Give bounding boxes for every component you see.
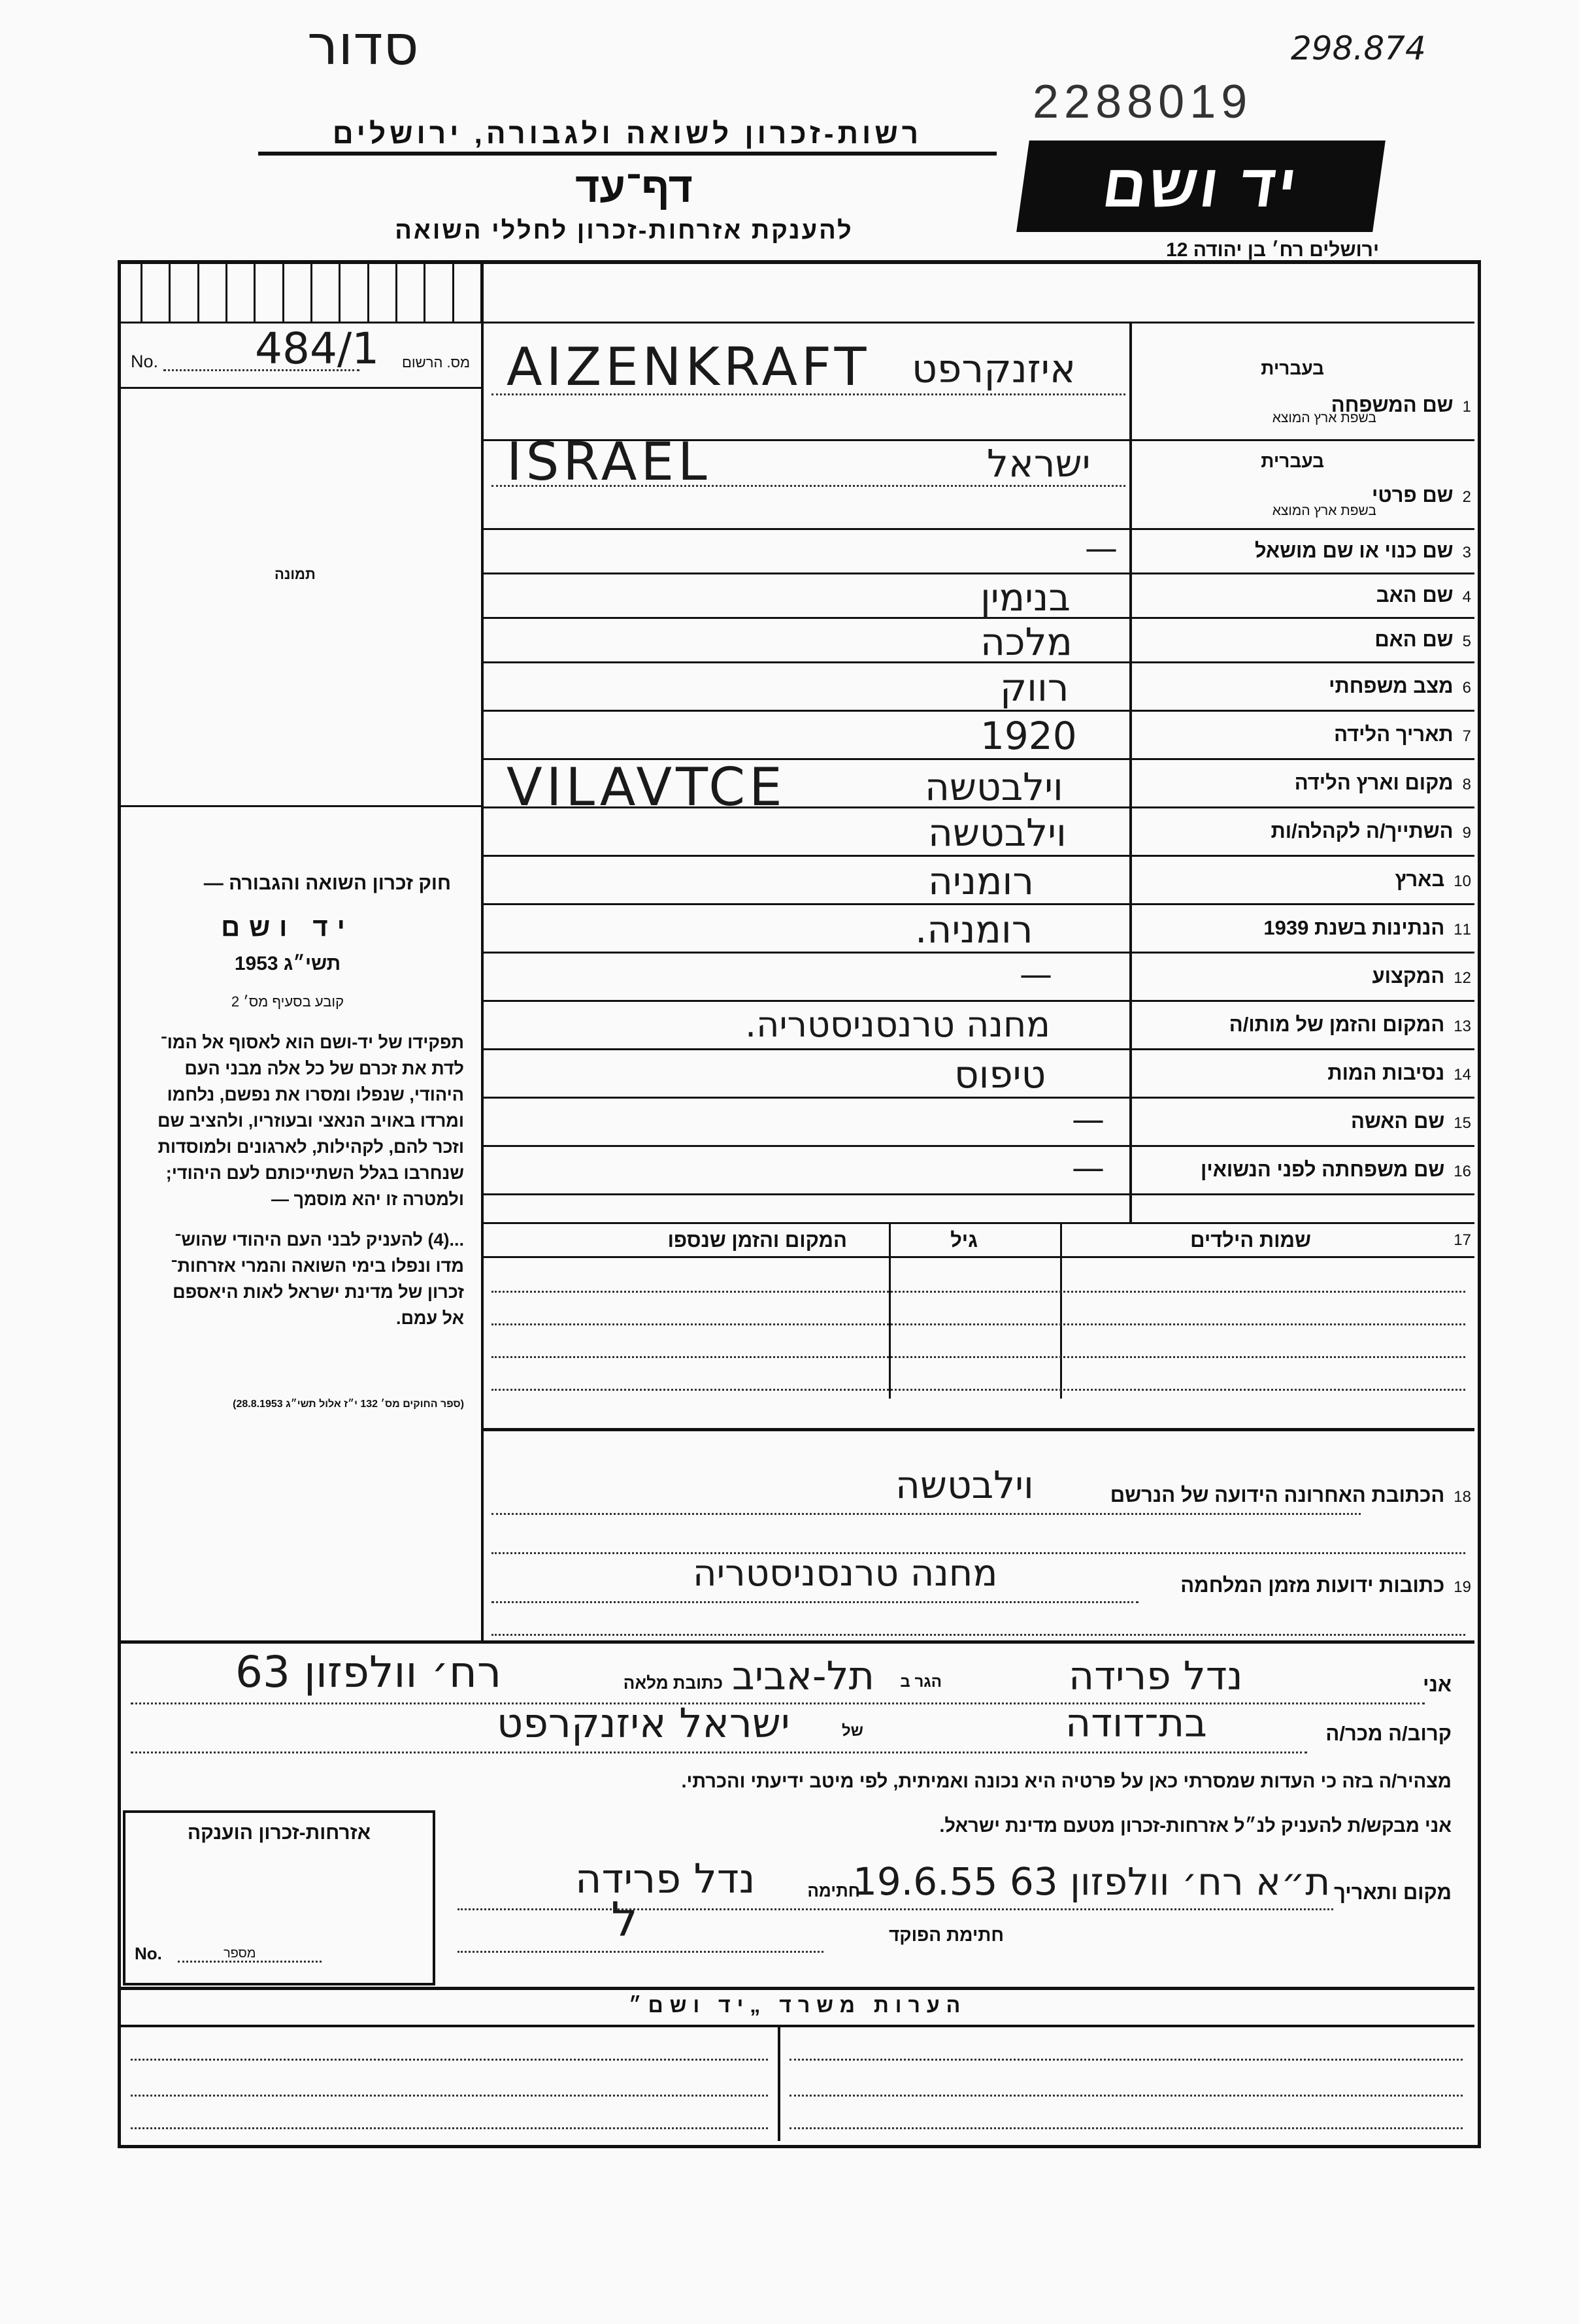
field-7-num: 7 bbox=[1462, 727, 1471, 745]
field-16-text: שם משפחתה לפני הנשואין bbox=[1200, 1158, 1445, 1181]
field-11-text: הנתינות בשנת 1939 bbox=[1263, 916, 1445, 939]
field-4-text: שם האב bbox=[1376, 584, 1454, 606]
field-19-num: 19 bbox=[1454, 1578, 1471, 1596]
field-1-value-latin: AIZENKRAFT bbox=[507, 337, 871, 397]
field-16-label bbox=[1201, 1158, 1471, 1182]
field-5-label bbox=[1374, 628, 1471, 652]
field-6-num: 6 bbox=[1462, 679, 1471, 697]
field-14-value: טיפוס bbox=[954, 1052, 1046, 1097]
award-title: אזרחות-זכרון הוענקה bbox=[187, 1822, 371, 1844]
field-8-value-hebrew: וילבטשה bbox=[925, 765, 1063, 809]
field-6-text: מצב משפחתי bbox=[1329, 674, 1454, 697]
handwritten-top-right: 298.874 bbox=[1291, 29, 1426, 67]
field-3-value: — bbox=[1085, 529, 1118, 567]
field-2-text: שם פרטי bbox=[1371, 484, 1454, 506]
field-8-text: מקום וארץ הלידה bbox=[1294, 771, 1454, 794]
field-18-num: 18 bbox=[1454, 1488, 1471, 1506]
field-5-text: שם האם bbox=[1374, 628, 1454, 651]
decl-statement: מצהיר/ה בזה כי העדות שמסרתי כאן על פרטיה היא נכונה ואמיתית, לפי מיטב ידיעתי והכרתי. bbox=[681, 1771, 1452, 1792]
law-line: ולמטרה זו יהא מוסמך — bbox=[271, 1189, 464, 1209]
org-line: רשות-זכרון לשואה ולגבורה, ירושלים bbox=[258, 118, 997, 156]
field-9-label bbox=[1271, 820, 1471, 843]
law-text bbox=[124, 1029, 464, 1331]
officer-label: חתימת הפוקד bbox=[888, 1925, 1004, 1945]
children-col-divider-1 bbox=[889, 1222, 891, 1399]
field-11-num: 11 bbox=[1454, 921, 1471, 938]
children-header-place: המקום והזמן שנספו bbox=[667, 1229, 847, 1252]
field-5-value: מלכה bbox=[980, 620, 1072, 664]
field-14-num: 14 bbox=[1454, 1066, 1471, 1084]
field-7-label bbox=[1334, 723, 1471, 746]
decl-request: אני מבקש/ת להעניק לנ״ל אזרחות-זכרון מטעם מדינת ישראל. bbox=[939, 1816, 1452, 1836]
handwritten-top-left: סדור bbox=[307, 13, 419, 77]
law-line: וזכר להם, לקהילות, לארגונים ולמוסדות bbox=[158, 1137, 464, 1157]
field-10-text: בארץ bbox=[1395, 868, 1445, 891]
field-19-label bbox=[1180, 1574, 1471, 1597]
field-13-num: 13 bbox=[1454, 1018, 1471, 1035]
decl-of-label: של bbox=[841, 1722, 863, 1740]
field-7-value: 1920 bbox=[980, 714, 1077, 758]
reg-label: מס. הרשום bbox=[402, 354, 471, 371]
field-15-num: 15 bbox=[1454, 1114, 1471, 1132]
stamp-number: 2288019 bbox=[1033, 76, 1253, 128]
officer-signature: ל bbox=[611, 1892, 638, 1947]
field-19-text: כתובות ידועות מזמן המלחמה bbox=[1180, 1574, 1445, 1597]
field-13-label bbox=[1229, 1013, 1471, 1037]
field-10-label bbox=[1395, 868, 1471, 891]
field-16-num: 16 bbox=[1454, 1163, 1471, 1180]
field-14-label bbox=[1327, 1061, 1471, 1085]
remarks-title: הערות משרד „יד ושם״ bbox=[628, 1993, 967, 2017]
decl-city: תל-אביב bbox=[732, 1653, 875, 1699]
law-line: ...(4) להעניק לבני העם היהודי שהוש־ bbox=[175, 1230, 464, 1250]
field-2-value-latin: ISRAEL bbox=[507, 431, 711, 492]
field-1-sub-b: בשפת ארץ המוצא bbox=[1272, 410, 1376, 425]
law-year: תשי״ג 1953 bbox=[234, 953, 341, 974]
law-footnote: (ספר החוקים מס׳ 132 י״ז אלול תשי״ג 28.8.1953) bbox=[233, 1399, 464, 1410]
field-1-text: שם המשפחה bbox=[1331, 393, 1454, 416]
field-18-label bbox=[1110, 1484, 1471, 1507]
remarks-divider bbox=[778, 2026, 780, 2141]
law-line: אל עמם. bbox=[395, 1308, 464, 1328]
children-num: 17 bbox=[1454, 1231, 1471, 1249]
field-8-value-latin: VILAVTCE bbox=[507, 757, 786, 818]
field-8-num: 8 bbox=[1462, 776, 1471, 793]
decl-street: רח׳ וולפזון 63 bbox=[235, 1647, 502, 1697]
header-address: ירושלים רח׳ בן יהודה 12 bbox=[1166, 239, 1379, 261]
photo-label: תמונה bbox=[274, 566, 316, 582]
field-12-label bbox=[1372, 965, 1471, 988]
field-14-text: נסיבות המות bbox=[1327, 1061, 1445, 1084]
field-7-text: תאריך הלידה bbox=[1334, 723, 1454, 746]
field-2-sub-a: בעברית bbox=[1261, 451, 1324, 471]
law-line: לדת את זכרם של כל אלה מבני העם bbox=[184, 1059, 464, 1078]
form-title: דף־עד bbox=[575, 164, 693, 211]
field-1-num: 1 bbox=[1462, 398, 1471, 416]
field-4-num: 4 bbox=[1462, 588, 1471, 606]
field-13-value: מחנה טרנסניסטריה. bbox=[745, 1004, 1050, 1045]
field-16-value: — bbox=[1072, 1149, 1105, 1187]
field-6-label bbox=[1329, 674, 1471, 698]
decl-place-date-label: מקום ותאריך bbox=[1334, 1881, 1452, 1904]
field-12-value: — bbox=[1020, 955, 1052, 993]
field-2-sub-b: בשפת ארץ המוצא bbox=[1272, 503, 1376, 518]
children-header-age: גיל bbox=[950, 1229, 978, 1252]
decl-place-date: ת״א רח׳ וולפזון 63 19.6.55 bbox=[853, 1859, 1331, 1904]
field-18-text: הכתובת האחרונה הידועה של הנרשם bbox=[1110, 1484, 1445, 1506]
field-3-text: שם כנוי או שם מושאל bbox=[1254, 539, 1454, 562]
award-box bbox=[123, 1810, 435, 1985]
law-line: תפקידו של יד-ושם הוא לאסוף אל המו־ bbox=[160, 1033, 464, 1052]
field-15-value: — bbox=[1072, 1101, 1105, 1138]
field-12-num: 12 bbox=[1454, 969, 1471, 987]
decl-of-name: ישראל איזנקרפט bbox=[497, 1699, 790, 1747]
field-4-label bbox=[1376, 584, 1471, 607]
law-line: שנחרבו בגלל השתייכותם לעם היהודי; bbox=[165, 1163, 464, 1183]
field-5-num: 5 bbox=[1462, 633, 1471, 650]
no-label: No. bbox=[131, 352, 159, 371]
law-clause: קובע בסעיף מס׳ 2 bbox=[231, 993, 344, 1010]
field-8-label bbox=[1295, 771, 1471, 795]
field-1-value-hebrew: איזנקרפט bbox=[912, 346, 1076, 392]
field-15-text: שם האשה bbox=[1351, 1110, 1445, 1133]
field-10-value: רומניה bbox=[928, 859, 1035, 903]
field-12-text: המקצוע bbox=[1372, 965, 1445, 988]
form-subtitle: להענקת אזרחות-זכרון לחללי השואה bbox=[395, 217, 854, 244]
field-11-label bbox=[1263, 916, 1471, 940]
decl-lives-label: הגר ב bbox=[900, 1673, 942, 1691]
field-11-value: רומניה. bbox=[915, 907, 1033, 952]
field-1-sub-a: בעברית bbox=[1261, 358, 1324, 378]
field-9-value: וילבטשה bbox=[928, 810, 1067, 855]
field-18-value: וילבטשה bbox=[895, 1463, 1034, 1507]
field-13-text: המקום והזמן של מותו/ה bbox=[1229, 1013, 1445, 1036]
law-line: מדו ונפלו בימי השואה והמרי אזרחות־ bbox=[171, 1256, 464, 1276]
award-no: No. bbox=[135, 1944, 162, 1963]
decl-relative-label: קרוב/ה מכר/ה bbox=[1325, 1722, 1452, 1745]
decl-relation: בת־דודה bbox=[1065, 1701, 1207, 1746]
field-10-num: 10 bbox=[1454, 872, 1471, 890]
field-2-num: 2 bbox=[1462, 488, 1471, 506]
field-19-value: מחנה טרנסניסטריה bbox=[693, 1552, 998, 1595]
field-9-text: השתייך/ה לקהלה/ות bbox=[1271, 820, 1454, 842]
law-line: זכרון של מדינת ישראל לאות היאספם bbox=[173, 1282, 464, 1302]
field-2-value-hebrew: ישראל bbox=[987, 441, 1091, 486]
law-title: חוק זכרון השואה והגבורה — bbox=[203, 872, 451, 894]
field-3-num: 3 bbox=[1462, 544, 1471, 561]
decl-signature: נדל פרידה bbox=[575, 1855, 756, 1902]
decl-i-label: אני bbox=[1423, 1673, 1452, 1696]
decl-signature-label: חתימה bbox=[807, 1881, 860, 1901]
yad-vashem-logo bbox=[1016, 141, 1386, 232]
children-col-divider-2 bbox=[1060, 1222, 1062, 1399]
award-num-label: מספר bbox=[224, 1946, 256, 1961]
field-4-value: בנימין bbox=[980, 575, 1071, 620]
law-name: יד ושם bbox=[221, 913, 354, 942]
reg-number: 484/1 bbox=[255, 324, 380, 374]
logo-text: יד ושם bbox=[1098, 153, 1304, 220]
decl-address-label: כתובת מלאה bbox=[623, 1673, 723, 1693]
law-line: היהודי, שנפלו ומסרו את נפשם, נלחמו bbox=[167, 1085, 464, 1104]
law-line: ומרדו באויב הנאצי ובעוזריו, ולהציב שם bbox=[157, 1111, 464, 1131]
field-15-label bbox=[1351, 1110, 1471, 1133]
decl-name: נדל פרידה bbox=[1069, 1653, 1243, 1699]
label-column-divider bbox=[1129, 322, 1132, 1222]
field-6-value: רווק bbox=[1000, 665, 1069, 710]
children-header-names: שמות הילדים bbox=[1190, 1229, 1311, 1252]
field-2-label bbox=[1372, 484, 1471, 507]
field-9-num: 9 bbox=[1462, 824, 1471, 842]
field-3-label bbox=[1255, 539, 1471, 563]
